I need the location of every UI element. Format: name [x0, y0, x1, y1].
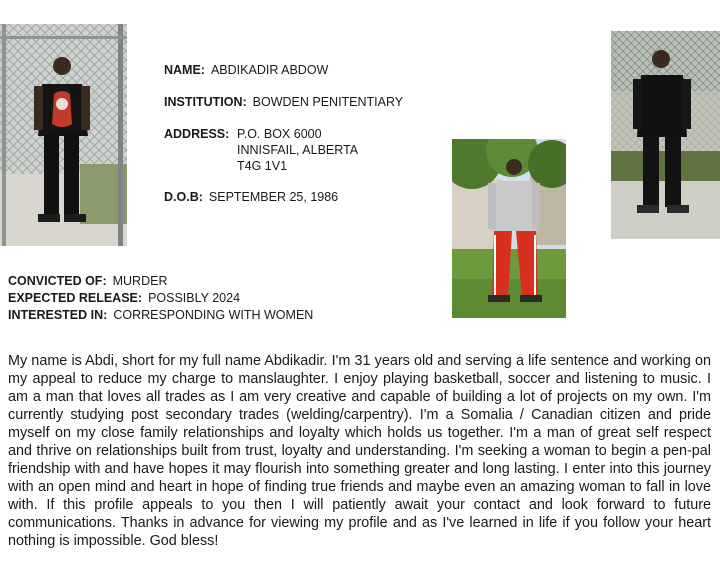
address-row: [164, 126, 394, 174]
name-row: [164, 62, 328, 78]
photo-fence: [0, 24, 127, 246]
dob-row: [164, 189, 338, 205]
biography-paragraph: My name is Abdi, short for my full name Abdikadir. I'm 31 years old and serving a life sentence and working on my appeal to reduce my charge to manslaughter. I enjoy playing basketball, soccer and listening to music. I am a man that loves all trades as I am very creative and capable of building a lot of projects on my own. I'm currently studying post secondary trades (welding/carpentry). I'm a Somalia / Canadian citizen and pride myself on my close family relationships and loyalty which holds us together. I'm a man of great self respect and thrive on relationships built from trust, loyalty and understanding. I'm seeking a woman to begin a pen-pal friendship with and have hopes it may flourish into something greater and long lasting. I enter into this journey with an open mind and heart in hope of finding true friends and maybe even an amazing woman to fall in love with. If this profile appeals to you then I will patiently await your contact and look forward to future communications. Thanks in advance for viewing my profile and as I've learned in life if you follow your heart nothing is impossible. God bless!: [8, 353, 711, 549]
convicted-value: MURDER: [112, 274, 168, 288]
photo-grass: [452, 139, 566, 318]
address-value: [237, 126, 358, 174]
address-line-3: T4G 1V1: [237, 159, 288, 173]
interested-row: [8, 307, 313, 323]
release-value: POSSIBLY 2024: [148, 291, 241, 305]
address-line-2: INNISFAIL, ALBERTA: [237, 143, 359, 157]
institution-label: INSTITUTION:: [164, 95, 247, 109]
name-label: NAME:: [164, 63, 205, 77]
dob-value: SEPTEMBER 25, 1986: [208, 190, 339, 204]
address-line-1: P.O. BOX 6000: [237, 127, 322, 141]
address-label: ADDRESS:: [164, 127, 230, 141]
release-label: EXPECTED RELEASE:: [8, 291, 143, 305]
convicted-row: [8, 273, 167, 289]
name-value: ABDIKADIR ABDOW: [210, 63, 329, 77]
photo-yard: [611, 31, 720, 239]
interested-label: INTERESTED IN:: [8, 308, 108, 322]
dob-label: D.O.B:: [164, 190, 203, 204]
interested-value: CORRESPONDING WITH WOMEN: [113, 308, 314, 322]
convicted-label: CONVICTED OF:: [8, 274, 107, 288]
institution-value: BOWDEN PENITENTIARY: [252, 95, 404, 109]
institution-row: [164, 94, 403, 110]
release-row: [8, 290, 240, 306]
